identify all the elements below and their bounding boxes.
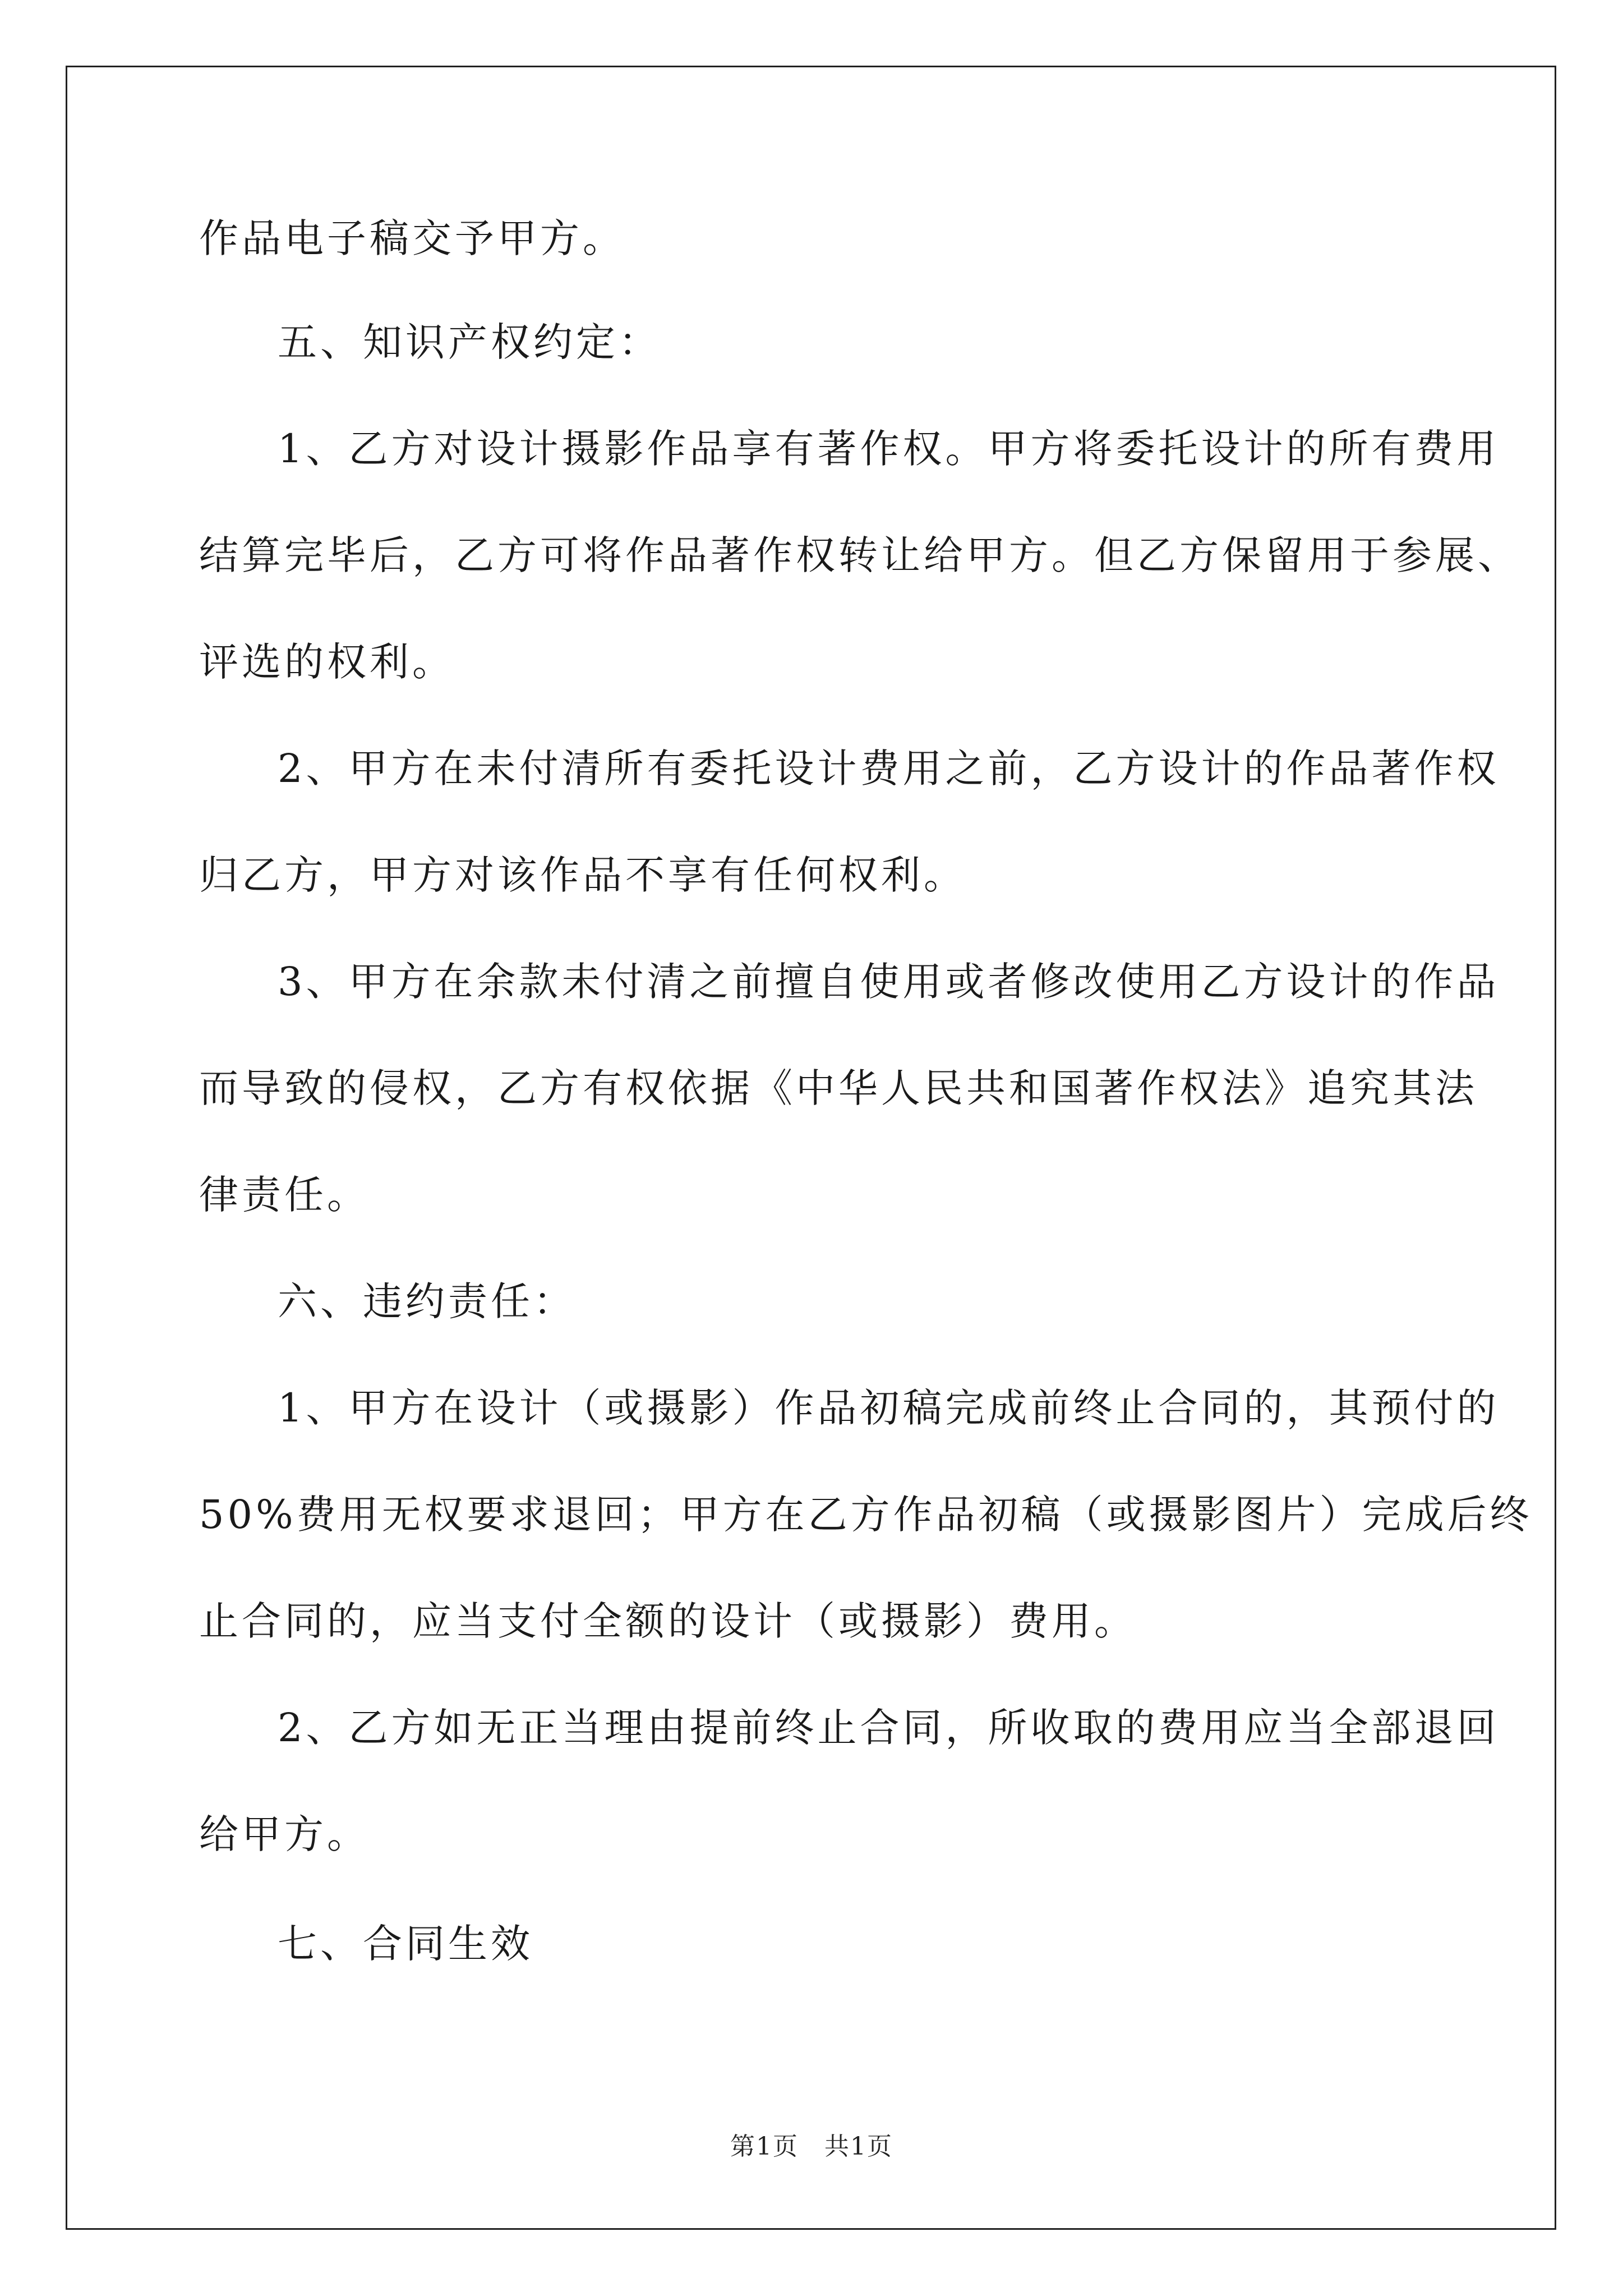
text-line: 作品电子稿交予甲方。 <box>199 215 625 261</box>
page-number: 第1页 共1页 <box>730 2132 893 2161</box>
section-heading: 七、合同生效 <box>278 1921 533 1967</box>
text-line: 50%费用无权要求退回；甲方在乙方作品初稿（或摄影图片）完成后终 <box>199 1492 1533 1538</box>
text-line: 止合同的，应当支付全额的设计（或摄影）费用。 <box>199 1598 1137 1644</box>
text-line: 评选的权利。 <box>199 639 455 685</box>
text-line: 2、乙方如无正当理由提前终止合同，所收取的费用应当全部退回 <box>278 1705 1500 1751</box>
section-heading: 六、违约责任： <box>278 1278 576 1324</box>
text-line: 2、甲方在未付清所有委托设计费用之前，乙方设计的作品著作权 <box>278 746 1500 792</box>
text-line: 1、甲方在设计（或摄影）作品初稿完成前终止合同的，其预付的 <box>278 1385 1500 1431</box>
section-heading: 五、知识产权约定： <box>278 319 661 365</box>
text-line: 给甲方。 <box>199 1811 370 1857</box>
text-line: 结算完毕后，乙方可将作品著作权转让给甲方。但乙方保留用于参展、 <box>199 532 1520 578</box>
text-line: 而导致的侵权，乙方有权依据《中华人民共和国著作权法》追究其法 <box>199 1065 1478 1111</box>
page-border <box>66 66 1556 2230</box>
text-line: 律责任。 <box>199 1172 370 1218</box>
text-line: 归乙方，甲方对该作品不享有任何权利。 <box>199 852 966 898</box>
text-line: 1、乙方对设计摄影作品享有著作权。甲方将委托设计的所有费用 <box>278 426 1500 472</box>
text-line: 3、甲方在余款未付清之前擅自使用或者修改使用乙方设计的作品 <box>278 959 1500 1005</box>
